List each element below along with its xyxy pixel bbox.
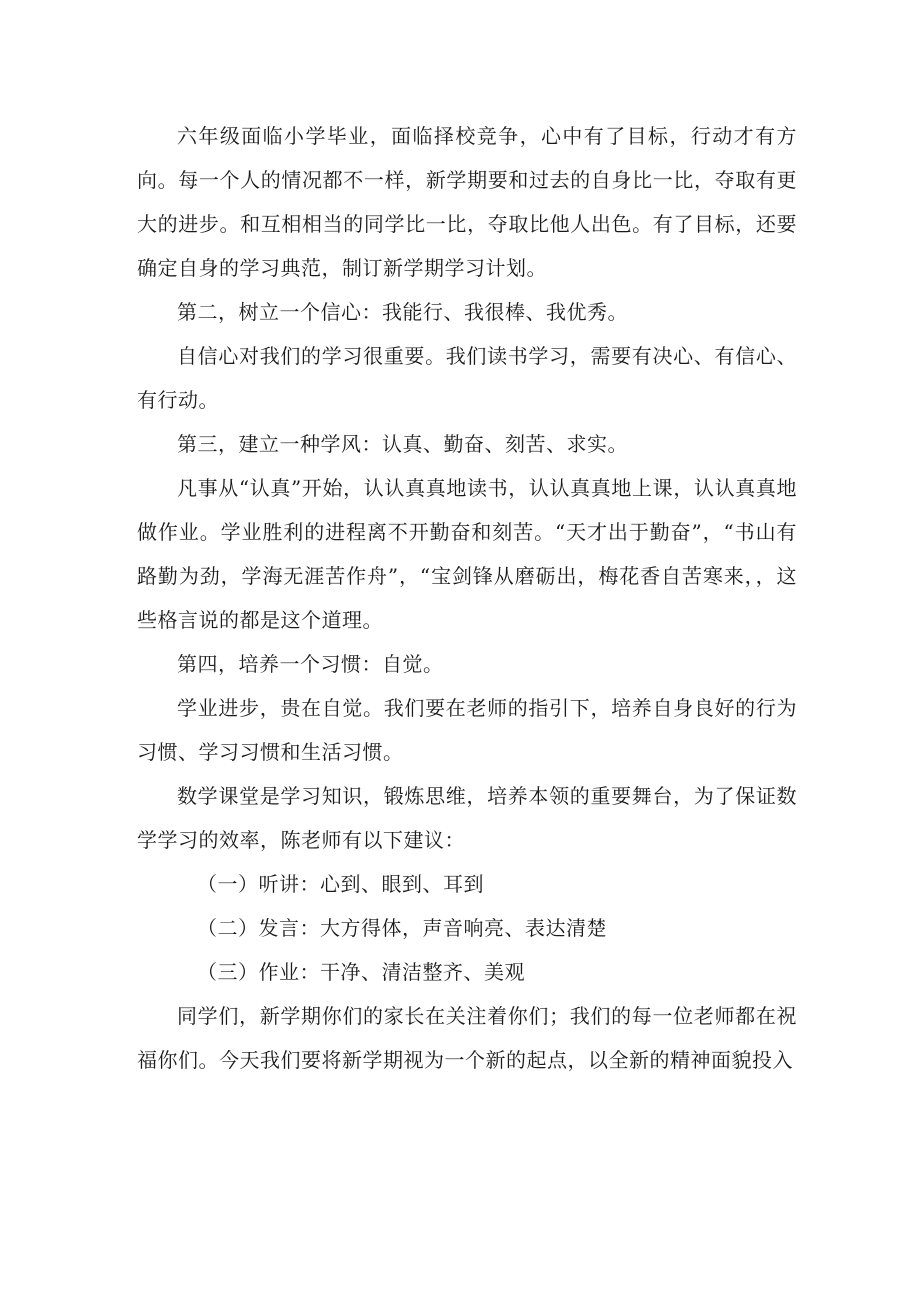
paragraph-math-class: 数学课堂是学习知识，锻炼思维，培养本领的重要舞台，为了保证数学学习的效率，陈老师有以下建议： xyxy=(137,784,797,852)
list-item-listening: （一）听讲：心到、眼到、耳到 xyxy=(197,872,484,896)
paragraph-heading-habit: 第四，培养一个习惯：自觉。 xyxy=(177,652,444,676)
paragraph-heading-study-style: 第三，建立一种学风：认真、勤奋、刻苦、求实。 xyxy=(177,432,628,456)
paragraph-goal: 六年级面临小学毕业，面临择校竞争，心中有了目标，行动才有方向。每一个人的情况都不一样，新学期要和过去的自身比一比，夺取有更大的进步。和互相相当的同学比一比，夺取比他人出色。有了目标，还要确定自身的学习典范，制订新学期学习计划。 xyxy=(137,124,797,280)
paragraph-habit: 学业进步，贵在自觉。我们要在老师的指引下，培养自身良好的行为习惯、学习习惯和生活习惯。 xyxy=(137,696,797,764)
paragraph-confidence: 自信心对我们的学习很重要。我们读书学习，需要有决心、有信心、有行动。 xyxy=(137,344,797,412)
list-item-homework: （三）作业：干净、清洁整齐、美观 xyxy=(197,960,525,984)
document-body xyxy=(137,114,797,1082)
paragraph-closing: 同学们，新学期你们的家长在关注着你们；我们的每一位老师都在祝福你们。今天我们要将新学期视为一个新的起点，以全新的精神面貌投入 xyxy=(137,1004,797,1072)
paragraph-heading-confidence: 第二，树立一个信心：我能行、我很棒、我优秀。 xyxy=(177,300,628,324)
list-item-speaking: （二）发言：大方得体，声音响亮、表达清楚 xyxy=(197,916,607,940)
paragraph-study-style: 凡事从“认真”开始，认认真真地读书，认认真真地上课，认认真真地做作业。学业胜利的进程离不开勤奋和刻苦。“天才出于勤奋”，“书山有路勤为劲，学海无涯苦作舟”，“宝剑锋从磨砺出，梅花香自苦寒来，，这些格言说的都是这个道理。 xyxy=(137,476,797,632)
